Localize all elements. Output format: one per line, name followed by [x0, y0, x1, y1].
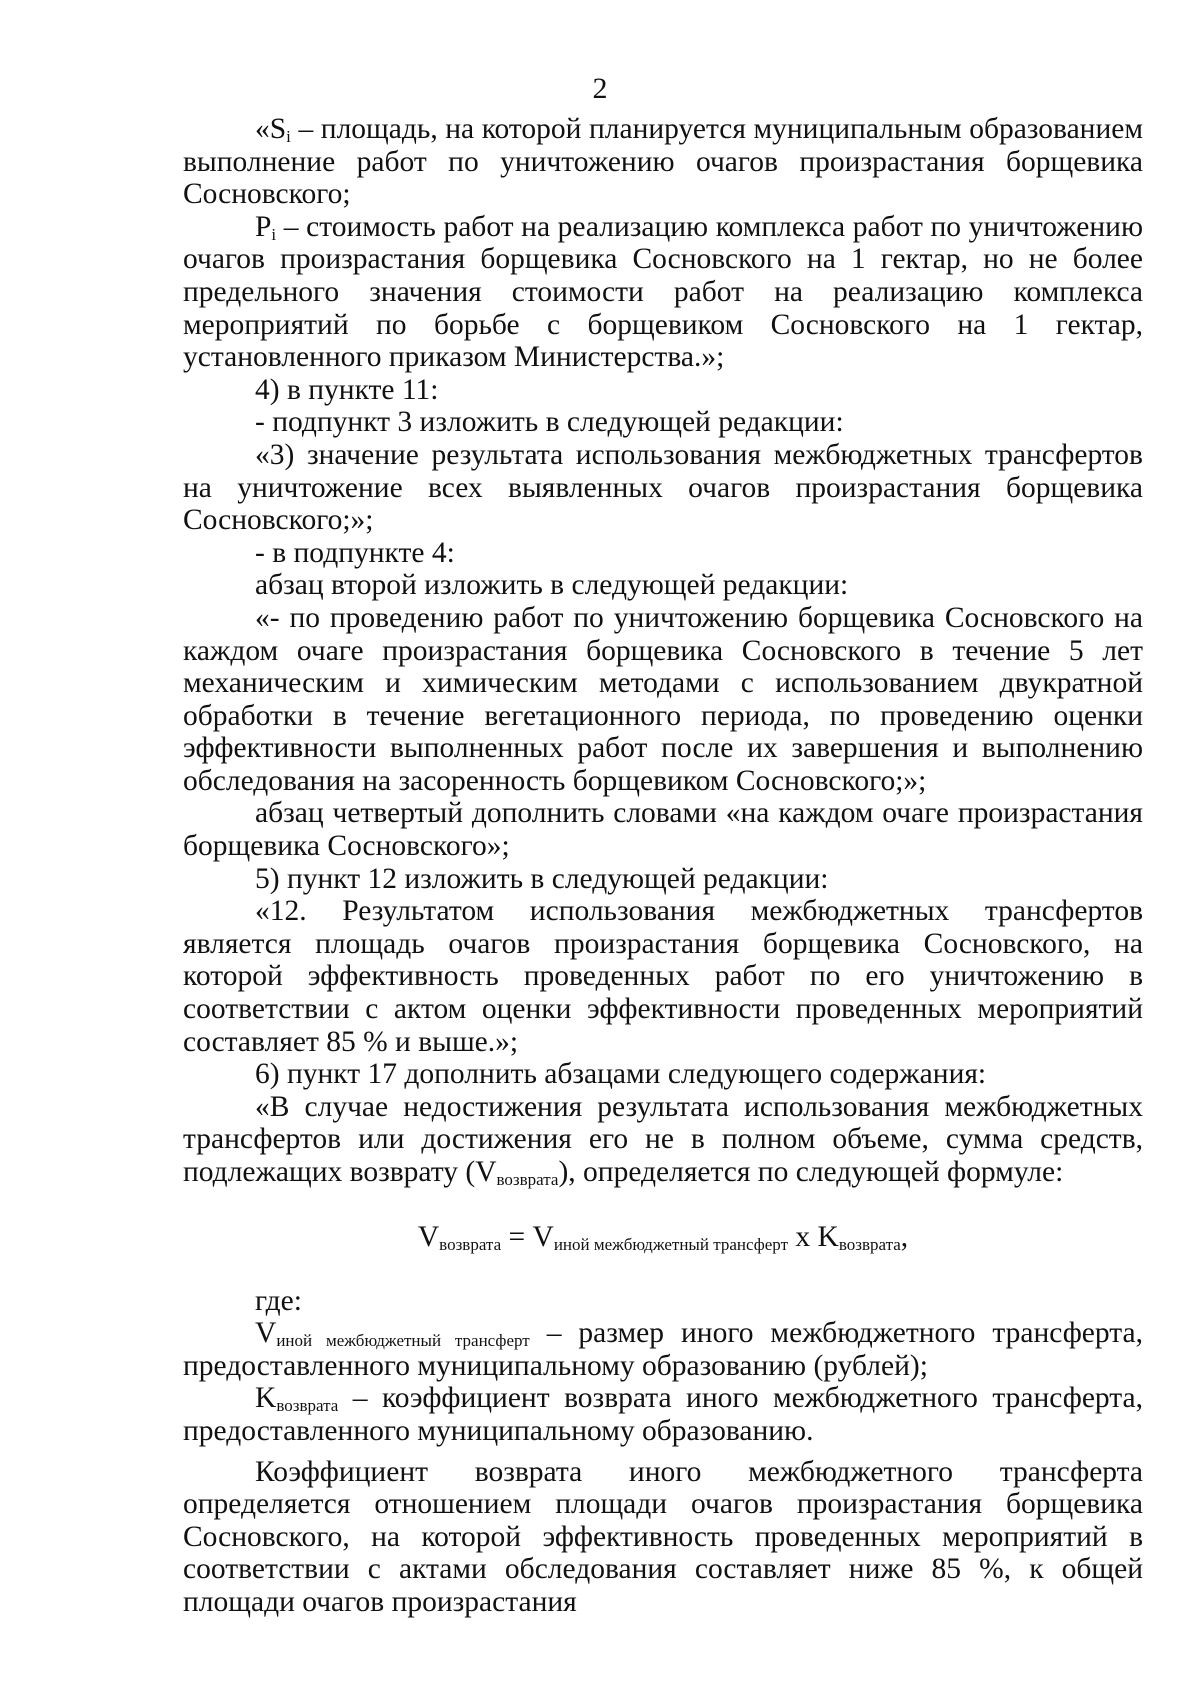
paragraph-v-definition: $V_{иной межбюджетный трансферт}$ – размер иного межбюджетного трансферта, предоставленного муниципальному образованию (рублей);: [183, 1317, 1143, 1382]
paragraph-item-5: 5) пункт 12 изложить в следующей редакции:: [255, 862, 829, 895]
paragraph-s-i-definition: «$S_i$ – площадь, на которой планируется муниципальным образованием выполнение работ по уничтожению очагов произрастания борщевика Сосновского;: [183, 113, 1143, 211]
page-number: 2: [592, 72, 608, 105]
paragraph-coefficient-definition: Коэффициент возврата иного межбюджетного трансферта определяется отношением площади очагов произрастания борщевика Сосновского, на которой эффективность проведенных мероприятий в соответствии с актами обследования составляет ниже 85 %, к общей площади очагов произрастания: [183, 1455, 1143, 1618]
paragraph-works-description: «- по проведению работ по уничтожению борщевика Сосновского на каждом очаге произрастания борщевика Сосновского в течение 5 лет механическим и химическим методами с использованием двукратной обработки в течение вегетационного периода, по проведению оценки эффективности выполненных работ после их завершения и выполнению обследования на засоренность борщевиком Сосновского;»;: [183, 601, 1143, 797]
paragraph-fourth-abzac: абзац четвертый дополнить словами «на каждом очаге произрастания борщевика Сосновского»;: [183, 797, 1143, 863]
paragraph-second-abzac: абзац второй изложить в следующей редакции:: [255, 569, 849, 602]
paragraph-return-case: «В случае недостижения результата использования межбюджетных трансфертов или достижения его не в полном объеме, сумма средств, подлежащих возврату $(V_{возврата})$, определяется по следующей формуле:: [183, 1090, 1143, 1189]
paragraph-p-i-definition: $P_i$ – стоимость работ на реализацию комплекса работ по уничтожению очагов произрастания борщевика Сосновского на 1 гектар, но не более предельного значения стоимости работ на реализацию комплекса мероприятий по борьбе с борщевиком Сосновского на 1 гектар, установленного приказом Министерства.»;: [183, 210, 1143, 374]
document-body: [183, 113, 1143, 1619]
return-formula: $V_{возврата} = V_{иной межбюджетный трансферт}$ x $K_{возврата}$,: [417, 1220, 909, 1254]
paragraph-where: где:: [255, 1284, 302, 1317]
paragraph-k-definition: $K_{возврата}$ – коэффициент возврата иного межбюджетного трансферта, предоставленного муниципальному образованию.: [183, 1382, 1143, 1447]
paragraph-item-4: 4) в пункте 11:: [255, 373, 439, 406]
paragraph-subitem-4: - в подпункте 4:: [255, 536, 455, 569]
paragraph-item-6: 6) пункт 17 дополнить абзацами следующего содержания:: [255, 1058, 987, 1091]
paragraph-result-value: «3) значение результата использования межбюджетных трансфертов на уничтожение всех выявленных очагов произрастания борщевика Сосновского;»;: [183, 438, 1143, 537]
spacer: [183, 1448, 1143, 1456]
paragraph-subitem-3: - подпункт 3 изложить в следующей редакции:: [255, 406, 844, 439]
paragraph-item-12-text: «12. Результатом использования межбюджетных трансфертов является площадь очагов произрастания борщевика Сосновского, на которой эффективность проведенных работ по его уничтожению в соответствии с актом оценки эффективности проведенных мероприятий составляет 85 % и выше.»;: [183, 895, 1143, 1058]
